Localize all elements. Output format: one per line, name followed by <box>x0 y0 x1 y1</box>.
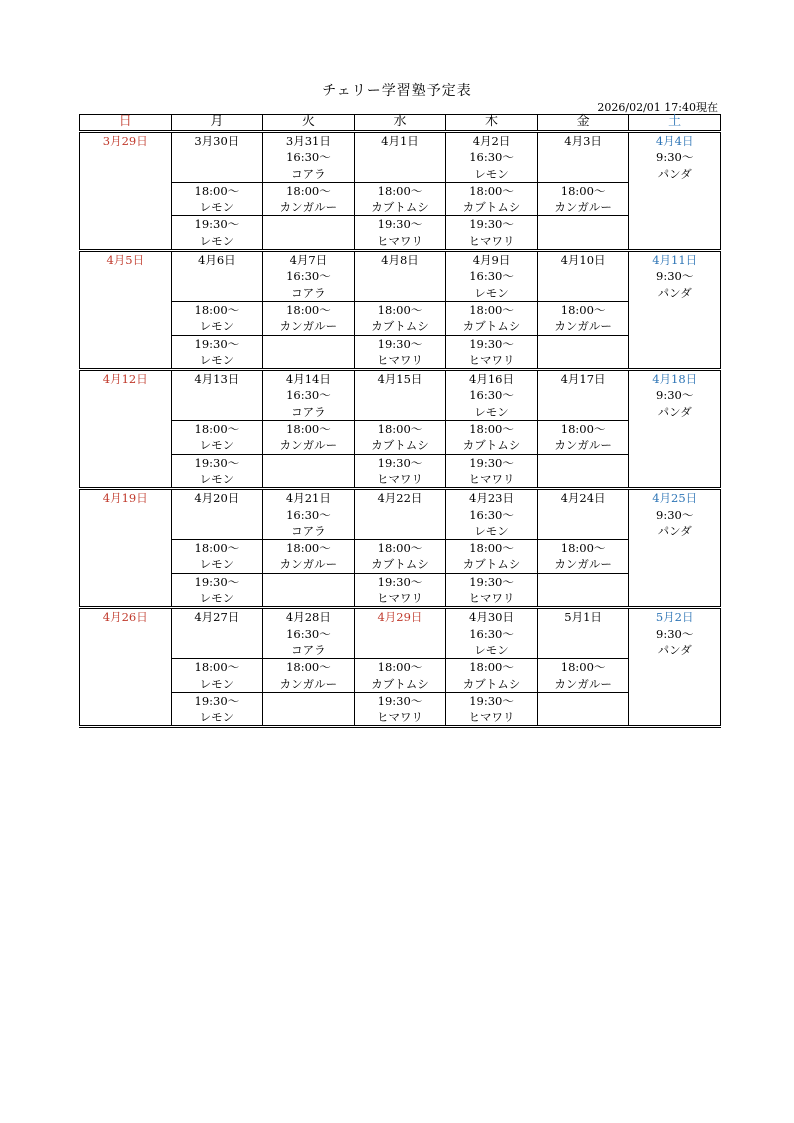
slot-cell-1930 <box>446 692 538 727</box>
class-name: カブトムシ <box>462 438 521 453</box>
slot-cell-1930 <box>171 454 263 489</box>
day-cell-fri <box>537 251 629 302</box>
day-cell-tue <box>263 251 355 302</box>
slot-cell-1800 <box>537 182 629 216</box>
class-time: 19:30〜 <box>194 574 240 589</box>
class-time: 18:00〜 <box>286 422 331 437</box>
slot-cell-1930 <box>446 454 538 489</box>
class-time: 16:30〜 <box>469 150 514 165</box>
day-cell-fri <box>537 370 629 421</box>
weekday-fri: 金 <box>537 115 629 132</box>
class-name: パンダ <box>657 285 692 300</box>
class-name: パンダ <box>657 642 692 657</box>
date-label: 4月19日 <box>102 491 148 506</box>
timestamp: 2026/02/01 17:40現在 <box>597 101 718 114</box>
slot-cell-1930 <box>537 573 629 608</box>
slot-cell-1930 <box>446 335 538 370</box>
class-name: コアラ <box>291 166 326 181</box>
date-label: 4月26日 <box>102 610 148 625</box>
class-name: ヒマワリ <box>468 710 515 725</box>
day-cell-sun <box>80 489 172 608</box>
class-name: パンダ <box>657 166 692 181</box>
day-cell-wed <box>354 251 446 302</box>
class-time: 18:00〜 <box>469 660 514 675</box>
class-time: 18:00〜 <box>469 183 514 198</box>
class-time: 18:00〜 <box>194 541 240 556</box>
class-name: カンガルー <box>279 438 338 453</box>
date-label: 5月2日 <box>655 610 694 625</box>
class-name: カンガルー <box>279 676 338 691</box>
slot-cell-1800 <box>171 659 263 693</box>
slot-row-1800 <box>80 301 721 335</box>
day-cell-fri <box>537 608 629 659</box>
class-name: カブトムシ <box>462 557 521 572</box>
date-label: 4月24日 <box>560 491 606 506</box>
slot-cell-1930 <box>446 573 538 608</box>
class-time: 16:30〜 <box>469 626 514 641</box>
class-time: 19:30〜 <box>377 455 423 470</box>
class-name: レモン <box>199 352 235 367</box>
slot-cell-1930 <box>354 692 446 727</box>
date-label: 4月21日 <box>285 491 331 506</box>
slot-cell-1930 <box>537 335 629 370</box>
date-label: 4月23日 <box>469 491 514 506</box>
class-time: 16:30〜 <box>286 507 331 522</box>
slot-cell-1800 <box>263 659 355 693</box>
class-name: コアラ <box>291 642 326 657</box>
day-cell-sun <box>80 251 172 370</box>
slot-cell-1930 <box>263 216 355 251</box>
class-time: 19:30〜 <box>194 455 240 470</box>
slot-row-1930 <box>80 692 721 727</box>
class-time: 16:30〜 <box>286 150 331 165</box>
slot-cell-1800 <box>354 659 446 693</box>
class-name: カンガルー <box>554 200 612 215</box>
class-name: ヒマワリ <box>376 591 423 606</box>
date-label: 4月11日 <box>652 253 698 268</box>
class-time: 18:00〜 <box>377 183 423 198</box>
day-cell-sun <box>80 132 172 251</box>
class-time: 18:00〜 <box>469 422 514 437</box>
class-name: ヒマワリ <box>376 710 423 725</box>
class-time: 18:00〜 <box>286 541 331 556</box>
date-label: 4月12日 <box>102 372 148 387</box>
class-name: コアラ <box>291 523 326 538</box>
class-name: レモン <box>199 676 235 691</box>
class-name: カンガルー <box>279 200 338 215</box>
weekday-wed: 水 <box>354 115 446 132</box>
slot-cell-1930 <box>171 216 263 251</box>
class-time: 9:30〜 <box>656 150 694 165</box>
date-label: 4月10日 <box>560 253 606 268</box>
day-cell-thu <box>446 370 538 421</box>
class-time: 18:00〜 <box>194 302 240 317</box>
date-label: 4月3日 <box>564 134 602 148</box>
class-name: カブトムシ <box>462 200 521 215</box>
weekday-mon: 月 <box>171 115 263 132</box>
slot-cell-1800 <box>537 301 629 335</box>
slot-cell-1800 <box>354 421 446 455</box>
day-cell-thu <box>446 132 538 183</box>
date-label: 3月31日 <box>285 134 331 148</box>
class-time: 19:30〜 <box>194 336 240 351</box>
slot-cell-1800 <box>446 182 538 216</box>
date-label: 4月4日 <box>655 134 694 148</box>
day-cell-fri <box>537 132 629 183</box>
class-time: 18:00〜 <box>560 302 606 317</box>
day-cell-wed <box>354 489 446 540</box>
date-label: 4月28日 <box>285 610 331 625</box>
weekday-header-row <box>80 115 721 132</box>
class-time: 18:00〜 <box>560 183 606 198</box>
slot-cell-1800 <box>354 301 446 335</box>
date-label: 4月9日 <box>472 253 511 268</box>
class-time: 18:00〜 <box>377 541 423 556</box>
slot-cell-1800 <box>171 421 263 455</box>
class-time: 18:00〜 <box>194 422 240 437</box>
day-cell-sat <box>629 132 721 251</box>
class-name: ヒマワリ <box>468 471 515 486</box>
class-time: 18:00〜 <box>560 422 606 437</box>
slot-cell-1800 <box>263 182 355 216</box>
day-cell-fri <box>537 489 629 540</box>
schedule-body <box>80 132 721 727</box>
class-time: 18:00〜 <box>377 422 423 437</box>
class-time: 19:30〜 <box>194 693 240 708</box>
class-time: 9:30〜 <box>656 388 694 403</box>
class-name: レモン <box>474 166 509 181</box>
slot-cell-1800 <box>171 182 263 216</box>
slot-cell-1800 <box>354 182 446 216</box>
day-cell-thu <box>446 608 538 659</box>
date-label: 4月29日 <box>377 610 423 625</box>
date-label: 4月25日 <box>652 491 698 506</box>
class-time: 19:30〜 <box>469 217 514 232</box>
slot-cell-1800 <box>446 540 538 574</box>
slot-cell-1930 <box>537 692 629 727</box>
slot-cell-1800 <box>537 421 629 455</box>
class-name: ヒマワリ <box>468 591 515 606</box>
class-name: カブトムシ <box>462 319 521 334</box>
class-name: ヒマワリ <box>376 352 423 367</box>
class-name: パンダ <box>657 404 692 419</box>
class-name: カンガルー <box>554 676 612 691</box>
date-label: 5月1日 <box>564 610 602 625</box>
slot-cell-1930 <box>354 573 446 608</box>
slot-row-1800 <box>80 540 721 574</box>
class-time: 19:30〜 <box>469 574 514 589</box>
day-cell-mon <box>171 489 263 540</box>
day-cell-wed <box>354 370 446 421</box>
week-row <box>80 251 721 302</box>
date-label: 3月30日 <box>194 134 240 148</box>
slot-cell-1930 <box>263 692 355 727</box>
date-label: 4月18日 <box>652 372 698 387</box>
class-time: 18:00〜 <box>377 660 423 675</box>
date-label: 4月1日 <box>381 134 419 148</box>
class-time: 19:30〜 <box>194 217 240 232</box>
slot-row-1800 <box>80 182 721 216</box>
class-name: レモン <box>199 233 235 248</box>
week-row <box>80 132 721 183</box>
weekday-thu: 木 <box>446 115 538 132</box>
day-cell-mon <box>171 251 263 302</box>
class-name: レモン <box>199 438 235 453</box>
class-name: カブトムシ <box>371 200 429 215</box>
week-row <box>80 608 721 659</box>
date-label: 4月8日 <box>381 253 419 268</box>
day-cell-tue <box>263 608 355 659</box>
slot-row-1930 <box>80 216 721 251</box>
slot-row-1930 <box>80 335 721 370</box>
day-cell-tue <box>263 370 355 421</box>
schedule-table <box>79 114 721 728</box>
slot-cell-1800 <box>537 659 629 693</box>
class-time: 18:00〜 <box>377 302 423 317</box>
class-name: レモン <box>474 285 509 300</box>
class-time: 18:00〜 <box>194 183 240 198</box>
slot-cell-1930 <box>537 216 629 251</box>
slot-cell-1930 <box>263 573 355 608</box>
class-time: 18:00〜 <box>560 541 606 556</box>
class-name: レモン <box>474 642 509 657</box>
date-label: 4月2日 <box>472 134 511 148</box>
slot-row-1800 <box>80 421 721 455</box>
slot-cell-1800 <box>446 301 538 335</box>
class-time: 19:30〜 <box>469 336 514 351</box>
day-cell-wed <box>354 608 446 659</box>
date-label: 4月13日 <box>194 372 240 387</box>
slot-cell-1930 <box>354 454 446 489</box>
day-cell-tue <box>263 489 355 540</box>
date-label: 4月22日 <box>377 491 423 506</box>
class-name: レモン <box>199 591 235 606</box>
class-time: 16:30〜 <box>469 269 514 284</box>
weekday-tue: 火 <box>263 115 355 132</box>
day-cell-sat <box>629 370 721 489</box>
class-name: ヒマワリ <box>376 471 423 486</box>
class-time: 16:30〜 <box>286 626 331 641</box>
day-cell-thu <box>446 489 538 540</box>
slot-row-1930 <box>80 573 721 608</box>
day-cell-sat <box>629 489 721 608</box>
class-time: 19:30〜 <box>377 574 423 589</box>
class-time: 16:30〜 <box>286 388 331 403</box>
slot-cell-1800 <box>263 301 355 335</box>
slot-cell-1930 <box>354 216 446 251</box>
slot-cell-1800 <box>354 540 446 574</box>
class-name: カンガルー <box>279 557 338 572</box>
class-name: コアラ <box>291 404 326 419</box>
class-name: カブトムシ <box>371 319 429 334</box>
class-name: レモン <box>474 523 509 538</box>
week-row <box>80 370 721 421</box>
class-name: ヒマワリ <box>376 233 423 248</box>
class-time: 18:00〜 <box>286 660 331 675</box>
slot-cell-1930 <box>171 335 263 370</box>
day-cell-sat <box>629 251 721 370</box>
class-time: 16:30〜 <box>469 507 514 522</box>
class-time: 18:00〜 <box>194 660 240 675</box>
class-time: 18:00〜 <box>286 183 331 198</box>
date-label: 4月30日 <box>469 610 514 625</box>
date-label: 4月20日 <box>194 491 240 506</box>
class-name: カンガルー <box>554 438 612 453</box>
class-name: カブトムシ <box>371 676 429 691</box>
class-time: 19:30〜 <box>377 217 423 232</box>
day-cell-sun <box>80 608 172 727</box>
class-time: 18:00〜 <box>286 302 331 317</box>
day-cell-wed <box>354 132 446 183</box>
class-name: ヒマワリ <box>468 352 515 367</box>
class-time: 19:30〜 <box>469 693 514 708</box>
date-label: 4月7日 <box>289 253 328 268</box>
class-name: ヒマワリ <box>468 233 515 248</box>
day-cell-tue <box>263 132 355 183</box>
class-time: 9:30〜 <box>656 269 694 284</box>
date-label: 3月29日 <box>102 134 148 148</box>
slot-cell-1800 <box>263 540 355 574</box>
class-time: 18:00〜 <box>469 302 514 317</box>
slot-cell-1800 <box>446 421 538 455</box>
class-time: 9:30〜 <box>656 626 694 641</box>
date-label: 4月16日 <box>469 372 514 387</box>
class-name: レモン <box>199 471 235 486</box>
page-title: チェリー学習塾予定表 <box>322 83 472 99</box>
weekday-sun: 日 <box>80 115 172 132</box>
class-name: カンガルー <box>554 319 612 334</box>
slot-cell-1800 <box>537 540 629 574</box>
slot-cell-1930 <box>263 454 355 489</box>
day-cell-mon <box>171 132 263 183</box>
slot-cell-1930 <box>446 216 538 251</box>
class-name: レモン <box>199 319 235 334</box>
slot-cell-1800 <box>171 301 263 335</box>
class-name: レモン <box>199 557 235 572</box>
class-time: 18:00〜 <box>560 660 606 675</box>
class-name: カンガルー <box>279 319 338 334</box>
slot-row-1800 <box>80 659 721 693</box>
date-label: 4月5日 <box>106 253 145 268</box>
slot-row-1930 <box>80 454 721 489</box>
class-name: カブトムシ <box>371 438 429 453</box>
slot-cell-1930 <box>263 335 355 370</box>
class-time: 19:30〜 <box>377 336 423 351</box>
weekday-sat: 土 <box>629 115 721 132</box>
class-time: 16:30〜 <box>286 269 331 284</box>
slot-cell-1800 <box>446 659 538 693</box>
class-time: 19:30〜 <box>469 455 514 470</box>
class-name: レモン <box>474 404 509 419</box>
class-name: レモン <box>199 710 235 725</box>
day-cell-mon <box>171 608 263 659</box>
day-cell-sat <box>629 608 721 727</box>
class-name: コアラ <box>291 285 326 300</box>
class-name: カンガルー <box>554 557 612 572</box>
slot-cell-1930 <box>171 692 263 727</box>
class-time: 16:30〜 <box>469 388 514 403</box>
slot-cell-1800 <box>263 421 355 455</box>
date-label: 4月14日 <box>285 372 331 387</box>
class-name: カブトムシ <box>462 676 521 691</box>
class-time: 19:30〜 <box>377 693 423 708</box>
class-time: 9:30〜 <box>656 507 694 522</box>
slot-cell-1930 <box>537 454 629 489</box>
slot-cell-1930 <box>171 573 263 608</box>
date-label: 4月6日 <box>198 253 236 268</box>
week-row <box>80 489 721 540</box>
slot-cell-1800 <box>171 540 263 574</box>
date-label: 4月27日 <box>194 610 240 625</box>
class-name: レモン <box>199 200 235 215</box>
slot-cell-1930 <box>354 335 446 370</box>
date-label: 4月17日 <box>560 372 606 387</box>
day-cell-thu <box>446 251 538 302</box>
class-time: 18:00〜 <box>469 541 514 556</box>
date-label: 4月15日 <box>377 372 423 387</box>
day-cell-mon <box>171 370 263 421</box>
day-cell-sun <box>80 370 172 489</box>
class-name: カブトムシ <box>371 557 429 572</box>
class-name: パンダ <box>657 523 692 538</box>
